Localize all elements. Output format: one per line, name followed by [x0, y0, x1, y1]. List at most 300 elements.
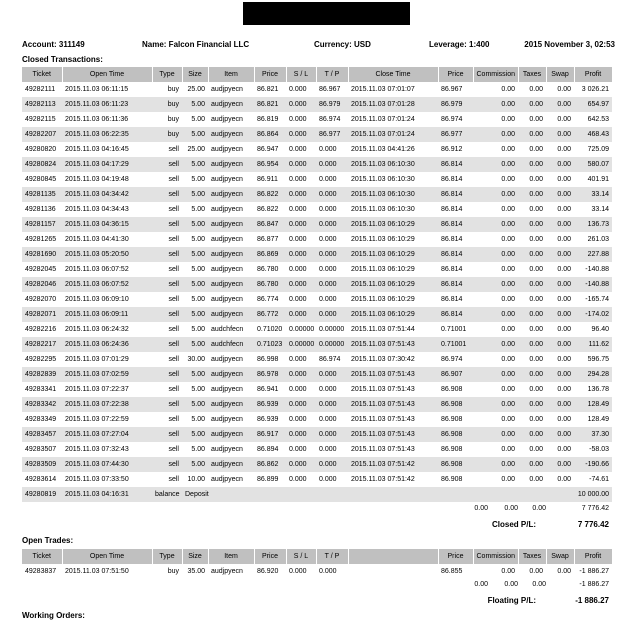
closed-transaction-cell-profit: 128.49: [587, 416, 609, 423]
closed-transaction-cell-commission: 0.00: [501, 176, 515, 183]
closed-transaction-cell-open-time: 2015.11.03 06:22:35: [62, 127, 152, 142]
closed-transaction-cell-profit: 401.91: [587, 176, 609, 183]
closed-transaction-cell-type: sell: [152, 157, 182, 172]
closed-transaction-cell-size: 5.00: [182, 367, 208, 382]
closed-transaction-cell-ticket: 49281136: [25, 206, 56, 213]
closed-transaction-cell-item: audjpyecn: [211, 86, 243, 93]
open-total-commission: 0.00: [474, 581, 488, 588]
open-totals-row: [22, 581, 612, 595]
open-trade-cell-open-price: 86.920: [257, 568, 279, 575]
closed-transactions-title: Closed Transactions:: [22, 55, 103, 64]
account-leverage: Leverage: 1:400: [429, 40, 490, 49]
closed-transaction-cell-size: 5.00: [191, 386, 205, 393]
closed-transaction-cell-swap: 0.00: [557, 326, 571, 333]
closed-total-profit: 7 776.42: [581, 505, 609, 512]
open-header-close-time: [348, 549, 438, 564]
open-total-taxes: 0.00: [504, 581, 518, 588]
open-header-close-price: Price: [438, 549, 473, 564]
closed-transaction-cell-open-price: 86.917: [254, 427, 286, 442]
closed-transaction-cell-open-time: 2015.11.03 04:34:42: [62, 187, 152, 202]
closed-pl-value: 7 776.42: [577, 520, 609, 529]
closed-transaction-cell-close-time: 2015.11.03 07:01:24: [351, 116, 415, 123]
closed-header-ticket: Ticket: [22, 67, 62, 82]
closed-transaction-cell-swap: 0.00: [546, 337, 574, 352]
closed-transaction-cell-item: audjpyecn: [208, 127, 254, 142]
closed-transaction-cell-commission: 0.00: [501, 356, 515, 363]
closed-transaction-cell-swap: 0.00: [557, 206, 571, 213]
closed-transaction-row: [22, 292, 612, 307]
closed-transaction-cell-open-price: 0.71023: [254, 337, 286, 352]
closed-transaction-row: [22, 157, 612, 172]
closed-transaction-cell-item: audjpyecn: [208, 217, 254, 232]
closed-transaction-cell-profit: 580.07: [574, 157, 612, 172]
closed-transaction-cell-swap: 0.00: [557, 146, 571, 153]
closed-transaction-cell-close-time: 2015.11.03 06:10:29: [351, 296, 415, 303]
closed-transaction-cell-taxes: 0.00: [518, 397, 546, 412]
closed-transaction-cell-ticket: 49280824: [22, 157, 62, 172]
open-header-open-time: Open Time: [62, 549, 152, 564]
closed-transaction-cell-type: buy: [152, 97, 182, 112]
closed-transaction-row: [22, 472, 612, 487]
closed-transaction-row: [22, 352, 612, 367]
closed-transaction-cell-taxes: 0.00: [518, 337, 546, 352]
closed-transaction-cell-close-time: 2015.11.03 07:51:42: [348, 457, 438, 472]
closed-transaction-cell-open-time: 2015.11.03 06:07:52: [62, 277, 152, 292]
closed-transaction-cell-take-profit: 0.000: [319, 476, 337, 483]
closed-transaction-cell-open-price: 86.998: [257, 356, 279, 363]
closed-transaction-cell-ticket: 49281690: [22, 247, 62, 262]
closed-transaction-cell-commission: 0.00: [501, 266, 515, 273]
closed-header-close-time: Close Time: [348, 67, 438, 82]
open-trade-cell-commission: 0.00: [501, 568, 515, 575]
closed-transaction-cell-size: 25.00: [187, 146, 205, 153]
closed-transaction-cell-close-price: 86.814: [441, 206, 463, 213]
closed-transaction-cell-open-time: 2015.11.03 07:32:43: [65, 446, 129, 453]
closed-transaction-cell-commission: 0.00: [473, 277, 518, 292]
closed-transaction-cell-close-price: 86.908: [441, 476, 463, 483]
report-date: 2015 November 3, 02:53: [524, 40, 615, 49]
closed-transaction-cell-open-price: 86.774: [257, 296, 279, 303]
closed-transaction-cell-taxes: 0.00: [518, 127, 546, 142]
closed-transaction-cell-close-price: 86.967: [441, 86, 463, 93]
closed-transaction-cell-taxes: 0.00: [529, 386, 543, 393]
closed-transaction-cell-commission: 0.00: [473, 427, 518, 442]
closed-transaction-cell-type: sell: [168, 176, 179, 183]
closed-transaction-cell-close-time: 2015.11.03 07:51:43: [348, 397, 438, 412]
closed-header-profit: Profit: [574, 67, 612, 82]
closed-transaction-cell-taxes: 0.00: [529, 116, 543, 123]
closed-transaction-cell-ticket: 49282295: [25, 356, 57, 363]
closed-transaction-cell-stop-loss: 0.000: [286, 247, 316, 262]
closed-transaction-row: [22, 307, 612, 322]
open-header-swap: Swap: [546, 549, 574, 564]
closed-transaction-cell-close-price: 86.814: [438, 157, 473, 172]
closed-transaction-cell-stop-loss: 0.000: [289, 416, 307, 423]
closed-transaction-cell-open-time: 2015.11.03 07:33:50: [65, 476, 129, 483]
closed-transaction-cell-swap: 0.00: [557, 296, 571, 303]
closed-transaction-cell-profit: 654.97: [574, 97, 612, 112]
closed-transaction-cell-open-price: 86.899: [257, 476, 279, 483]
closed-transaction-cell-open-price: 86.822: [257, 206, 279, 213]
closed-transaction-row: [22, 397, 612, 412]
closed-transaction-cell-item: audjpyecn: [208, 187, 254, 202]
closed-transaction-cell-close-price: 86.974: [441, 356, 463, 363]
account-currency: Currency: USD: [314, 40, 371, 49]
closed-transaction-row: [22, 232, 612, 247]
closed-transaction-cell-stop-loss: 0.000: [289, 206, 307, 213]
closed-header-stop-loss: S / L: [286, 67, 316, 82]
open-header-take-profit: T / P: [316, 549, 348, 564]
closed-transaction-cell-profit: -190.66: [574, 457, 612, 472]
closed-transaction-cell-profit: -140.88: [585, 266, 609, 273]
closed-transaction-cell-stop-loss: 0.000: [286, 307, 316, 322]
closed-transaction-cell-open-price: 86.822: [254, 187, 286, 202]
closed-transaction-cell-open-time: 2015.11.03 07:22:38: [62, 397, 152, 412]
closed-transaction-cell-type: sell: [152, 457, 182, 472]
closed-pl-row: [22, 520, 612, 534]
closed-transaction-cell-item: audjpyecn: [208, 397, 254, 412]
closed-transaction-cell-swap: 0.00: [546, 97, 574, 112]
closed-transaction-cell-take-profit: 86.977: [316, 127, 348, 142]
closed-transaction-cell-ticket: 49281157: [22, 217, 62, 232]
closed-transaction-cell-open-time: 2015.11.03 06:11:36: [65, 116, 129, 123]
closed-transaction-row: [22, 457, 612, 472]
closed-transaction-cell-swap: 0.00: [546, 427, 574, 442]
closed-transaction-cell-ticket: 49283507: [25, 446, 57, 453]
closed-transaction-cell-type: sell: [168, 266, 179, 273]
open-trade-cell-profit: -1 886.27: [579, 568, 609, 575]
closed-transaction-cell-stop-loss: 0.000: [289, 296, 307, 303]
closed-transaction-cell-close-price: 86.908: [441, 446, 463, 453]
closed-transaction-cell-swap: 0.00: [557, 446, 571, 453]
closed-transaction-cell-commission: 0.00: [473, 367, 518, 382]
open-trade-cell-stop-loss: 0.000: [289, 568, 307, 575]
closed-transaction-cell-commission: 0.00: [501, 386, 515, 393]
closed-header-type: Type: [152, 67, 182, 82]
closed-transaction-cell-item: audjpyecn: [211, 176, 243, 183]
closed-transaction-cell-swap: 0.00: [557, 416, 571, 423]
closed-transaction-cell-ticket: 49282070: [25, 296, 57, 303]
closed-transaction-row: [22, 82, 612, 97]
closed-transaction-cell-swap: 0.00: [546, 277, 574, 292]
closed-transaction-cell-stop-loss: 0.000: [286, 127, 316, 142]
closed-transaction-cell-take-profit: 0.000: [319, 176, 337, 183]
closed-transaction-cell-ticket: 49283342: [22, 397, 62, 412]
closed-transaction-cell-item: audjpyecn: [211, 266, 243, 273]
open-trade-cell-close-time: [348, 564, 438, 579]
closed-transaction-cell-profit: 725.09: [587, 146, 609, 153]
closed-transaction-cell-item: audjpyecn: [211, 236, 243, 243]
closed-transaction-cell-swap: 0.00: [546, 457, 574, 472]
closed-transaction-row: [22, 112, 612, 127]
closed-transaction-cell-profit: -58.03: [589, 446, 609, 453]
closed-transaction-cell-open-price: 0.71020: [257, 326, 283, 333]
closed-transaction-cell-ticket: 49281265: [25, 236, 57, 243]
closed-transaction-cell-close-price: 0.71001: [438, 337, 473, 352]
closed-transaction-cell-ticket: 49280820: [25, 146, 57, 153]
closed-header-item: Item: [208, 67, 254, 82]
closed-transaction-cell-type: sell: [168, 206, 179, 213]
closed-transaction-cell-swap: 0.00: [546, 247, 574, 262]
closed-transaction-cell-commission: 0.00: [501, 416, 515, 423]
balance-cell-item: Deposit: [182, 487, 574, 502]
closed-transaction-cell-stop-loss: 0.000: [289, 476, 307, 483]
closed-transaction-cell-close-time: 2015.11.03 07:51:44: [351, 326, 415, 333]
closed-transaction-row: [22, 97, 612, 112]
closed-header-taxes: Taxes: [518, 67, 546, 82]
closed-transaction-cell-size: 5.00: [182, 97, 208, 112]
closed-transaction-cell-size: 5.00: [191, 416, 205, 423]
closed-transaction-cell-close-price: 86.908: [438, 427, 473, 442]
balance-cell-ticket: 49280819: [22, 487, 62, 502]
closed-transaction-cell-taxes: 0.00: [529, 146, 543, 153]
closed-transaction-cell-size: 5.00: [182, 397, 208, 412]
closed-transaction-row: [22, 427, 612, 442]
closed-transaction-cell-stop-loss: 0.000: [286, 187, 316, 202]
closed-transaction-cell-take-profit: 0.000: [316, 427, 348, 442]
closed-transaction-cell-open-time: 2015.11.03 06:09:10: [65, 296, 129, 303]
closed-transaction-cell-close-time: 2015.11.03 06:10:29: [348, 277, 438, 292]
closed-header-swap: Swap: [546, 67, 574, 82]
closed-transaction-cell-stop-loss: 0.00000: [289, 326, 315, 333]
closed-transaction-cell-take-profit: 0.00000: [319, 326, 345, 333]
closed-transaction-cell-commission: 0.00: [501, 146, 515, 153]
closed-transaction-cell-take-profit: 0.000: [319, 266, 337, 273]
open-header-commission: Commission: [473, 549, 518, 564]
closed-transaction-cell-stop-loss: 0.000: [286, 277, 316, 292]
closed-transaction-cell-close-price: 86.977: [438, 127, 473, 142]
closed-transaction-cell-close-time: 2015.11.03 06:10:29: [348, 247, 438, 262]
closed-transaction-cell-swap: 0.00: [557, 236, 571, 243]
closed-transaction-cell-ticket: 49282217: [22, 337, 62, 352]
closed-transaction-cell-close-time: 2015.11.03 07:01:24: [348, 127, 438, 142]
closed-transaction-row: [22, 262, 612, 277]
closed-transaction-cell-take-profit: 0.00000: [316, 337, 348, 352]
closed-header-open-price: Price: [254, 67, 286, 82]
closed-transaction-cell-type: sell: [168, 296, 179, 303]
balance-deposit-row: [22, 487, 612, 502]
closed-transaction-cell-ticket: 49283341: [25, 386, 57, 393]
closed-transaction-cell-open-time: 2015.11.03 04:41:30: [65, 236, 129, 243]
closed-transaction-cell-taxes: 0.00: [518, 367, 546, 382]
closed-transaction-cell-ticket: 49282113: [22, 97, 62, 112]
closed-transaction-cell-type: sell: [152, 337, 182, 352]
closed-totals-row: [22, 505, 612, 519]
closed-transaction-cell-taxes: 0.00: [529, 206, 543, 213]
closed-transaction-cell-taxes: 0.00: [529, 326, 543, 333]
closed-total-swap: 0.00: [532, 505, 546, 512]
closed-transaction-cell-item: audjpyecn: [208, 277, 254, 292]
closed-transaction-cell-swap: 0.00: [557, 86, 571, 93]
closed-transaction-cell-commission: 0.00: [473, 307, 518, 322]
closed-transaction-cell-close-time: 2015.11.03 07:51:43: [351, 446, 415, 453]
closed-transaction-cell-take-profit: 86.974: [319, 116, 341, 123]
closed-transaction-cell-profit: -174.02: [574, 307, 612, 322]
closed-transaction-cell-size: 5.00: [191, 176, 205, 183]
closed-transaction-cell-open-price: 86.947: [257, 146, 279, 153]
closed-transaction-cell-profit: 136.78: [587, 386, 609, 393]
closed-transaction-cell-profit: 642.53: [587, 116, 609, 123]
closed-transaction-cell-size: 5.00: [191, 116, 205, 123]
closed-transaction-cell-close-price: 86.814: [441, 236, 463, 243]
closed-transaction-cell-take-profit: 0.000: [316, 367, 348, 382]
closed-transaction-cell-open-time: 2015.11.03 07:44:30: [62, 457, 152, 472]
closed-transaction-cell-close-price: 86.908: [441, 386, 463, 393]
closed-transaction-cell-profit: 111.62: [574, 337, 612, 352]
closed-transaction-cell-stop-loss: 0.000: [289, 146, 307, 153]
closed-transaction-cell-open-time: 2015.11.03 06:07:52: [65, 266, 129, 273]
closed-transaction-cell-type: buy: [152, 127, 182, 142]
closed-header-close-price: Price: [438, 67, 473, 82]
closed-header-row: [22, 67, 612, 82]
closed-transaction-cell-close-price: 86.814: [438, 247, 473, 262]
open-trade-cell-close-price: 86.855: [441, 568, 463, 575]
open-header-taxes: Taxes: [518, 549, 546, 564]
closed-transaction-cell-open-time: 2015.11.03 04:36:15: [62, 217, 152, 232]
closed-transaction-cell-open-time: 2015.11.03 04:19:48: [65, 176, 129, 183]
closed-transaction-cell-taxes: 0.00: [529, 416, 543, 423]
closed-transaction-cell-open-time: 2015.11.03 06:11:15: [65, 86, 129, 93]
closed-transaction-cell-ticket: 49282216: [25, 326, 57, 333]
open-header-size: Size: [182, 549, 208, 564]
closed-transaction-cell-ticket: 49280845: [25, 176, 57, 183]
closed-transaction-cell-close-time: 2015.11.03 07:51:43: [348, 337, 438, 352]
open-total-profit: -1 886.27: [579, 581, 609, 588]
closed-transaction-cell-commission: 0.00: [473, 127, 518, 142]
open-trade-cell-take-profit: 0.000: [319, 568, 337, 575]
closed-transaction-cell-taxes: 0.00: [518, 457, 546, 472]
closed-transaction-cell-swap: 0.00: [557, 176, 571, 183]
closed-transaction-cell-take-profit: 0.000: [319, 446, 337, 453]
closed-transaction-cell-taxes: 0.00: [529, 356, 543, 363]
closed-transaction-cell-size: 30.00: [187, 356, 205, 363]
closed-transaction-cell-commission: 0.00: [473, 397, 518, 412]
closed-transaction-cell-close-time: 2015.11.03 06:10:30: [348, 187, 438, 202]
closed-transaction-cell-open-price: 86.978: [254, 367, 286, 382]
closed-transaction-cell-swap: 0.00: [557, 386, 571, 393]
balance-cell-type: balance: [152, 487, 182, 502]
closed-transaction-cell-taxes: 0.00: [529, 266, 543, 273]
closed-transaction-cell-commission: 0.00: [501, 236, 515, 243]
closed-transaction-cell-commission: 0.00: [473, 187, 518, 202]
closed-transaction-row: [22, 217, 612, 232]
closed-transaction-cell-type: sell: [152, 217, 182, 232]
closed-transaction-cell-item: audjpyecn: [208, 427, 254, 442]
open-header-type: Type: [152, 549, 182, 564]
closed-transaction-cell-close-time: 2015.11.03 04:41:26: [351, 146, 415, 153]
closed-transaction-cell-profit: 227.88: [574, 247, 612, 262]
closed-transaction-cell-close-price: 86.814: [441, 176, 463, 183]
open-trade-row: [22, 564, 612, 579]
closed-header-commission: Commission: [473, 67, 518, 82]
closed-transaction-cell-close-time: 2015.11.03 06:10:29: [351, 236, 415, 243]
closed-transaction-cell-stop-loss: 0.000: [289, 236, 307, 243]
closed-transaction-row: [22, 202, 612, 217]
closed-transaction-cell-stop-loss: 0.000: [286, 367, 316, 382]
closed-transaction-row: [22, 247, 612, 262]
closed-transaction-cell-open-price: 86.894: [257, 446, 279, 453]
closed-transaction-cell-ticket: 49283349: [25, 416, 57, 423]
closed-transaction-cell-size: 5.00: [191, 296, 205, 303]
closed-transaction-cell-close-time: 2015.11.03 07:51:43: [351, 416, 415, 423]
closed-transaction-cell-close-price: 86.814: [438, 307, 473, 322]
closed-transaction-cell-close-time: 2015.11.03 07:51:43: [348, 427, 438, 442]
closed-transaction-cell-take-profit: 0.000: [316, 187, 348, 202]
closed-transaction-cell-swap: 0.00: [546, 127, 574, 142]
closed-transaction-cell-open-price: 86.821: [254, 97, 286, 112]
closed-transaction-cell-stop-loss: 0.000: [286, 157, 316, 172]
open-trade-cell-taxes: 0.00: [529, 568, 543, 575]
working-orders-title: Working Orders:: [22, 611, 85, 620]
open-trade-cell-item: audjpyecn: [211, 568, 243, 575]
closed-transaction-cell-open-time: 2015.11.03 07:02:59: [62, 367, 152, 382]
closed-transaction-cell-commission: 0.00: [473, 97, 518, 112]
closed-transaction-cell-swap: 0.00: [546, 217, 574, 232]
closed-transaction-cell-take-profit: 0.000: [316, 247, 348, 262]
closed-transaction-cell-profit: 294.28: [574, 367, 612, 382]
closed-transaction-cell-close-time: 2015.11.03 06:10:29: [348, 217, 438, 232]
closed-transaction-row: [22, 337, 612, 352]
closed-transaction-cell-ticket: 49281135: [22, 187, 62, 202]
closed-transaction-cell-item: audjpyecn: [211, 446, 243, 453]
closed-transaction-row: [22, 277, 612, 292]
closed-transaction-cell-size: 5.00: [191, 266, 205, 273]
closed-transaction-cell-profit: 33.14: [574, 187, 612, 202]
floating-pl-value: -1 886.27: [575, 596, 609, 605]
balance-cell-time: 2015.11.03 04:16:31: [62, 487, 152, 502]
closed-transaction-cell-stop-loss: 0.000: [289, 116, 307, 123]
closed-transaction-cell-commission: 0.00: [473, 247, 518, 262]
closed-transaction-cell-item: audjpyecn: [211, 206, 243, 213]
closed-transaction-cell-open-price: 86.819: [257, 116, 279, 123]
closed-transaction-row: [22, 172, 612, 187]
closed-transaction-cell-ticket: 49282207: [22, 127, 62, 142]
closed-transaction-cell-type: sell: [168, 446, 179, 453]
closed-transaction-row: [22, 127, 612, 142]
closed-transaction-cell-taxes: 0.00: [529, 176, 543, 183]
closed-transaction-row: [22, 412, 612, 427]
open-trade-cell-open-time: 2015.11.03 07:51:50: [65, 568, 129, 575]
closed-transaction-cell-profit: 128.49: [574, 397, 612, 412]
closed-transaction-cell-close-price: 0.71001: [441, 326, 467, 333]
closed-transaction-cell-size: 5.00: [182, 457, 208, 472]
closed-transaction-cell-type: sell: [152, 307, 182, 322]
closed-transaction-cell-type: sell: [168, 476, 179, 483]
closed-transaction-cell-open-time: 2015.11.03 04:16:45: [65, 146, 129, 153]
closed-transaction-cell-open-price: 86.877: [257, 236, 279, 243]
closed-transaction-cell-item: audjpyecn: [208, 247, 254, 262]
closed-transaction-cell-swap: 0.00: [546, 187, 574, 202]
closed-transaction-cell-stop-loss: 0.000: [286, 217, 316, 232]
closed-transaction-cell-close-price: 86.908: [438, 457, 473, 472]
closed-transaction-cell-taxes: 0.00: [518, 217, 546, 232]
closed-transaction-cell-close-price: 86.974: [441, 116, 463, 123]
closed-transaction-cell-close-price: 86.907: [438, 367, 473, 382]
closed-total-commission: 0.00: [474, 505, 488, 512]
open-header-stop-loss: S / L: [286, 549, 316, 564]
closed-transaction-cell-stop-loss: 0.000: [289, 86, 307, 93]
closed-transaction-cell-profit: -74.61: [589, 476, 609, 483]
closed-transaction-cell-stop-loss: 0.000: [286, 457, 316, 472]
closed-transaction-cell-open-price: 86.941: [257, 386, 279, 393]
closed-transactions-table: [22, 67, 613, 502]
closed-transaction-cell-take-profit: 0.000: [319, 146, 337, 153]
closed-transaction-cell-close-price: 86.979: [438, 97, 473, 112]
closed-transaction-cell-item: audjpyecn: [208, 157, 254, 172]
floating-pl-row: [22, 596, 612, 610]
account-name: Name: Falcon Financial LLC: [142, 40, 250, 49]
closed-transaction-cell-ticket: 49283457: [22, 427, 62, 442]
